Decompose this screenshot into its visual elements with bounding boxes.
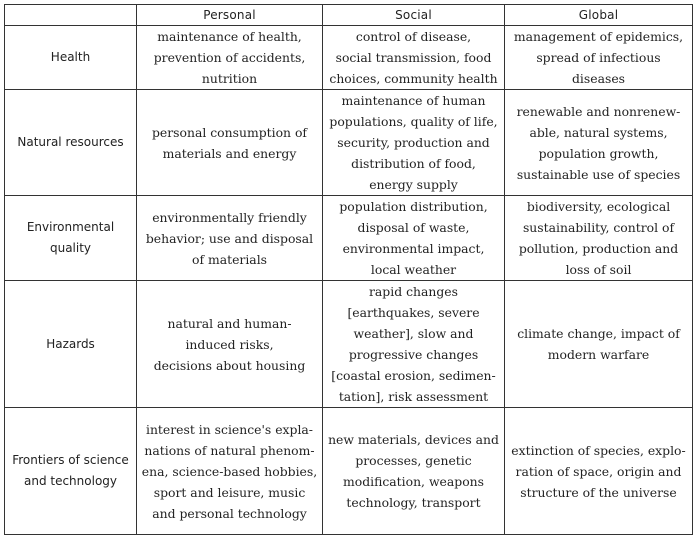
cell-line: diseases <box>571 71 626 86</box>
cell-line: maintenance of health, <box>157 29 302 44</box>
cell-line: and technology <box>23 474 118 488</box>
cell-line: spread of infectious <box>536 50 661 65</box>
cell-line: rapid changes <box>369 284 458 299</box>
cell-line: sport and leisure, music <box>153 484 306 500</box>
cell-line: and personal technology <box>152 505 307 521</box>
cell-line: population growth, <box>538 145 659 161</box>
row-label <box>5 408 137 535</box>
cell-line: maintenance of human <box>341 93 486 108</box>
cell-line: able, natural systems, <box>529 124 668 140</box>
header-row <box>5 5 693 26</box>
cell-global <box>505 196 693 281</box>
cell-line: ration of space, origin and <box>515 463 682 479</box>
table-row <box>5 90 693 196</box>
cell-line: local weather <box>370 262 457 277</box>
cell-line: loss of soil <box>565 262 632 277</box>
cell-social <box>323 281 505 408</box>
cell-line: personal consumption of <box>151 124 308 140</box>
cell-line: Natural resources <box>17 135 124 149</box>
cell-line: of materials <box>191 251 268 267</box>
cell-line: pollution, production and <box>518 241 679 256</box>
cell-line: Hazards <box>46 336 95 351</box>
row-label <box>5 26 137 90</box>
cell-line: interest in science's expla- <box>145 421 313 437</box>
cell-line: security, production and <box>337 135 490 150</box>
cell-line: nations of natural phenom- <box>144 442 315 458</box>
cell-line: ena, science-based hobbies, <box>141 463 318 479</box>
cell-line: control of disease, <box>355 29 472 44</box>
cell-personal <box>137 408 323 535</box>
cell-line: modern warfare <box>547 347 650 362</box>
row-label <box>5 196 137 281</box>
cell-line: distribution of food, <box>351 156 476 171</box>
cell-line: decisions about housing <box>153 357 306 373</box>
row-label <box>5 90 137 196</box>
cell-line: natural and human- <box>167 315 292 331</box>
cell-social <box>323 90 505 196</box>
cell-line: social transmission, food <box>335 50 492 65</box>
cell-global <box>505 408 693 535</box>
table-row <box>5 281 693 408</box>
context-table <box>4 4 693 535</box>
cell-line: prevention of accidents, <box>153 50 306 65</box>
cell-line: weather], slow and <box>353 326 474 341</box>
cell-personal <box>137 26 323 90</box>
cell-line: progressive changes <box>348 347 479 362</box>
header-corner <box>5 5 137 26</box>
cell-personal <box>137 281 323 408</box>
cell-line: sustainability, control of <box>522 220 675 235</box>
cell-line: biodiversity, ecological <box>526 199 671 214</box>
cell-global <box>505 281 693 408</box>
cell-line: induced risks, <box>185 336 274 352</box>
cell-line: Environmental <box>26 220 115 234</box>
cell-social <box>323 196 505 281</box>
cell-line: new materials, devices and <box>328 432 499 447</box>
table-row <box>5 196 693 281</box>
cell-line: quality <box>49 241 92 255</box>
cell-line: renewable and nonrenew- <box>516 103 681 119</box>
table-row <box>5 408 693 535</box>
cell-personal <box>137 196 323 281</box>
cell-social <box>323 26 505 90</box>
cell-line: management of epidemics, <box>513 29 684 44</box>
cell-line: energy supply <box>369 177 458 192</box>
cell-line: climate change, impact of <box>517 326 680 341</box>
cell-line: environmentally friendly <box>152 209 307 225</box>
cell-line: behavior; use and disposal <box>145 230 314 246</box>
cell-social <box>323 408 505 535</box>
cell-line: disposal of waste, <box>357 220 470 235</box>
cell-line: processes, genetic <box>355 453 472 468</box>
cell-line: structure of the universe <box>520 484 677 500</box>
cell-global <box>505 90 693 196</box>
header-social: Social <box>323 5 505 26</box>
table-row <box>5 26 693 90</box>
cell-line: [coastal erosion, sedimen- <box>331 368 496 383</box>
cell-line: technology, transport <box>346 495 481 510</box>
header-global: Global <box>505 5 693 26</box>
cell-line: nutrition <box>201 71 258 86</box>
cell-line: materials and energy <box>162 145 297 161</box>
cell-line: modification, weapons <box>342 474 484 489</box>
cell-line: Frontiers of science <box>12 453 129 467</box>
cell-line: Health <box>50 50 91 64</box>
cell-line: choices, community health <box>329 71 498 86</box>
cell-line: sustainable use of species <box>516 166 681 182</box>
cell-line: [earthquakes, severe <box>347 305 480 320</box>
header-personal: Personal <box>137 5 323 26</box>
cell-line: tation], risk assessment <box>338 389 489 404</box>
cell-line: extinction of species, explo- <box>511 442 686 458</box>
cell-line: populations, quality of life, <box>329 114 498 129</box>
cell-global <box>505 26 693 90</box>
cell-personal <box>137 90 323 196</box>
cell-line: population distribution, <box>339 199 488 214</box>
cell-line: environmental impact, <box>342 241 485 256</box>
row-label <box>5 281 137 408</box>
